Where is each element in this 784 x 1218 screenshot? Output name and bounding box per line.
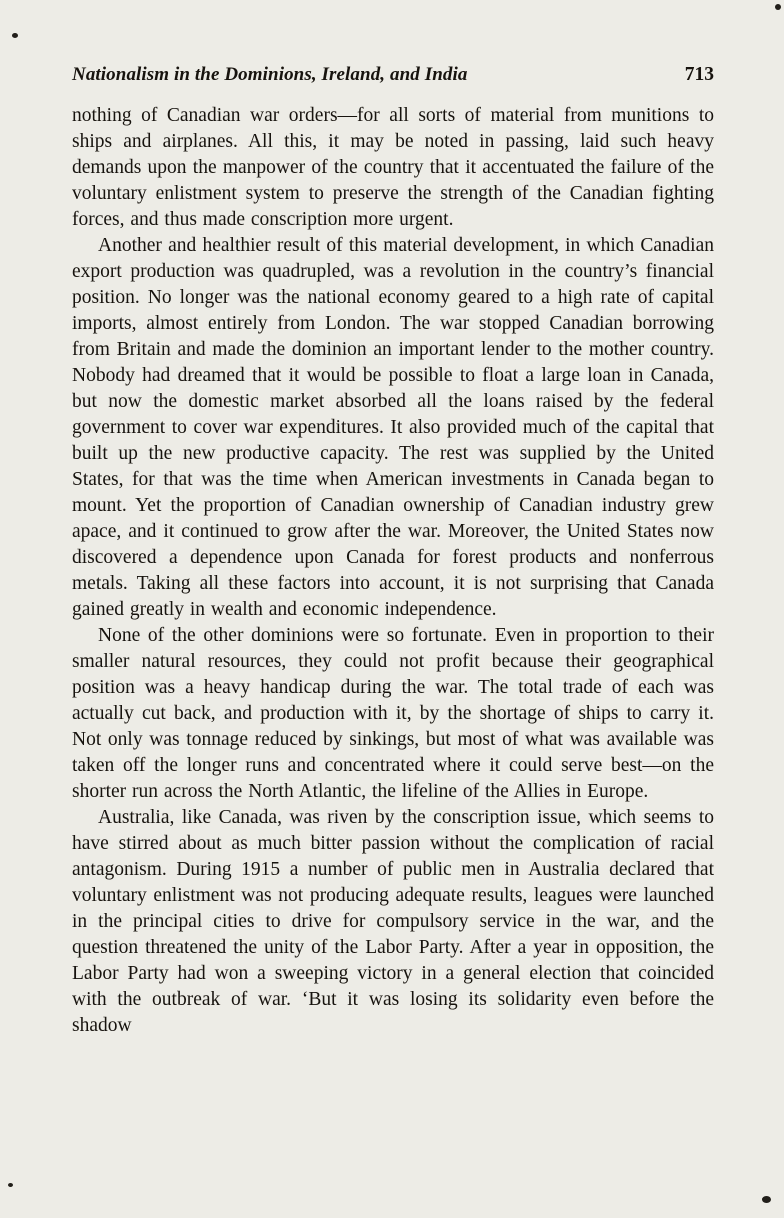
paragraph: Australia, like Canada, was riven by the conscription issue, which seems to have stirred about as much bitter passion without the complication of racial antagonism. During 1915 a number of public men in Australia declared that voluntary enlistment was not producing adequate results, leagues were launched in the principal cities to drive for compulsory service in the war, and the question threatened the unity of the Labor Party. After a year in opposition, the Labor Party had won a sweeping victory in a general election that coincided with the outbreak of war. ‘But it was losing its solidarity even before the shadow [72, 807, 714, 1036]
scan-speck [8, 1183, 13, 1187]
page-header [72, 64, 714, 86]
running-head: Nationalism in the Dominions, Ireland, and India [72, 64, 468, 85]
scan-speck [775, 4, 781, 10]
book-page [72, 64, 714, 1039]
paragraph: Another and healthier result of this material development, in which Canadian export production was quadrupled, was a revolution in the country’s financial position. No longer was the national economy geared to a high rate of capital imports, almost entirely from London. The war stopped Canadian borrowing from Britain and made the dominion an important lender to the mother country. Nobody had dreamed that it would be possible to float a large loan in Canada, but now the domestic market absorbed all the loans raised by the federal government to cover war expenditures. It also provided much of the capital that built up the new productive capacity. The rest was supplied by the United States, for that was the time when American investments in Canada began to mount. Yet the proportion of Canadian ownership of Canadian industry grew apace, and it continued to grow after the war. Moreover, the United States now discovered a dependence upon Canada for forest products and nonferrous metals. Taking all these factors into account, it is not surprising that Canada gained greatly in wealth and economic independence. [72, 235, 714, 620]
scan-speck [762, 1196, 771, 1203]
body-text [72, 103, 714, 1039]
scan-speck [12, 33, 18, 38]
paragraph: None of the other dominions were so fortunate. Even in proportion to their smaller natural resources, they could not profit because their geographical position was a heavy handicap during the war. The total trade of each was actually cut back, and production with it, by the shortage of ships to carry it. Not only was tonnage reduced by sinkings, but most of what was available was taken off the longer runs and concentrated where it could serve best—on the shorter run across the North Atlantic, the lifeline of the Allies in Europe. [72, 625, 714, 802]
paragraph: nothing of Canadian war orders—for all sorts of material from munitions to ships and airplanes. All this, it may be noted in passing, laid such heavy demands upon the manpower of the country that it accentuated the failure of the voluntary enlistment system to preserve the strength of the Canadian fighting forces, and thus made conscription more urgent. [72, 105, 714, 230]
page-number: 713 [684, 64, 714, 85]
